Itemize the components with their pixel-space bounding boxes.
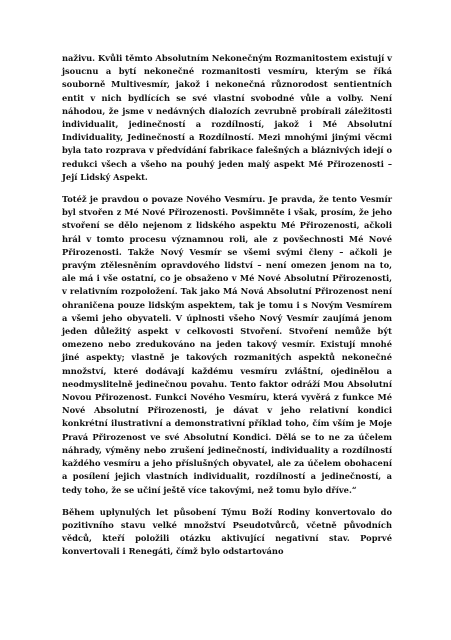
document-page — [62, 52, 392, 568]
paragraph-2: Totéž je pravdou o povaze Nového Vesmíru. Je pravda, že tento Vesmír byl stvořen z Mé Nové Přirozenosti. Povšimněte i však, prosím, že jeho stvoření se dělo nejenom z lidského aspektu Mé Přirozenosti, ačkoli hrál v tomto procesu významnou roli, ale z povšechnosti Mé Nové Přirozenosti. Takže Nový Vesmír se všemi svými členy – ačkoli je pravým ztělesněním opravdového lidství – není omezen jenom na to, ale má i vše ostatní, co je obsaženo v Mé Nové Absolutní Přirozenosti, v relativním rozpoložení. Tak jako Má Nová Absolutní Přirozenost není ohraničena pouze lidským aspektem, tak je tomu i s Novým Vesmírem a všemi jeho obyvateli. V úplnosti všeho Nový Vesmír zaujímá jenom jeden důležitý aspekt v celkovosti Stvoření. Stvoření nemůže být omezeno nebo zredukováno na jeden takový vesmír. Existují mnohé jiné aspekty; vlastně je takových rozmanitých aspektů nekonečné množství, které dodávají každému vesmíru zvláštní, ojedinělou a neodmyslitelně jedinečnou povahu. Tento faktor odráží Mou Absolutní Novou Přirozenost. Funkci Nového Vesmíru, která vyvěrá z funkce Mé Nové Absolutní Přirozenosti, je dávat v jeho relativní kondici konkrétní ilustrativní a demonstrativní příklad toho, čím vším je Moje Pravá Přirozenost ve své Absolutní Kondici. Dělá se to ne za účelem náhrady, výměny nebo zrušení jedinečností, individuality a rozdílností každého vesmíru a jeho příslušných obyvatel, ale za účelem obohacení a posílení jejich vlastních individualit, rozdílností a jedinečností, a tedy toho, že se učiní ještě více takovými, než tomu bylo dříve.“ — [62, 194, 392, 495]
paragraph-1: naživu. Kvůli těmto Absolutním Nekonečným Rozmanitostem existují v jsoucnu a bytí nekonečné rozmanitosti vesmíru, kterým se říká souborně Multivesmír, jakož i nekonečná různorodost sentientních entit v nich bydlících se své vlastní svobodné vůle a volby. Není náhodou, že jsme v nedávných dialozích zevrubně probírali záležitosti individualit, jedinečností a rozdílností, jakož i Mé Absolutní Individuality, Jedinečností a Rozdílností. Mezi mnohými jinými věcmi byla tato rozprava v předvídání fabrikace falešných a bláznivých idejí o redukci všech a všeho na pouhý jeden malý aspekt Mé Přirozenosti – Její Lidský Aspekt. — [62, 53, 392, 182]
paragraph-3: Během uplynulých let působení Týmu Boží Rodiny konvertovalo do pozitivního stavu velké množství Pseudotvůrců, včetně původních vědců, kteří položili otázku aktivující negativní stav. Poprvé konvertovali i Renegáti, čímž bylo odstartováno — [62, 506, 392, 557]
